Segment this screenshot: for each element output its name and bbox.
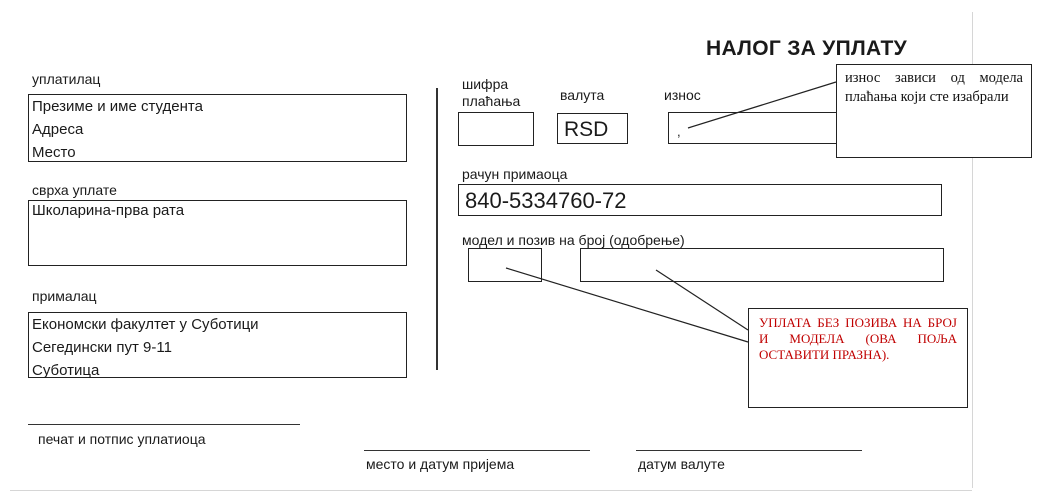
currency-label: валута xyxy=(560,87,605,103)
model-note-leader xyxy=(506,268,748,342)
recipient-line: Економски факултет у Суботици xyxy=(32,316,259,333)
payment-code-label-line: шифра xyxy=(462,76,509,92)
reference-note-leader xyxy=(656,270,748,330)
form-title: НАЛОГ ЗА УПЛАТУ xyxy=(706,37,907,60)
payer-line: Адреса xyxy=(32,121,84,138)
purpose-label: сврха уплате xyxy=(32,182,117,198)
value-date-label: датум валуте xyxy=(638,456,725,472)
signature-label: печат и потпис уплатиоца xyxy=(38,431,206,447)
recipient-account-field[interactable]: 840-5334760-72 xyxy=(458,184,942,216)
place-date-label: место и датум пријема xyxy=(366,456,515,472)
recipient-line: Сегедински пут 9-11 xyxy=(32,339,172,356)
amount-label: износ xyxy=(664,87,701,103)
amount-note-text: износ зависи од модела плаћања који сте изабрали xyxy=(845,70,1023,105)
payment-code-label-line: плаћања xyxy=(462,93,521,109)
reference-note-text: УПЛАТА БЕЗ ПОЗИВА НА БРОЈ И МОДЕЛА (ОВА ПОЉА ОСТАВИТИ ПРАЗНА). xyxy=(759,315,957,362)
amount-field[interactable]: , xyxy=(668,112,938,144)
recipient-label: прималац xyxy=(32,288,97,304)
purpose-value: Школарина-прва рата xyxy=(32,202,185,219)
model-reference-label: модел и позив на број (одобрење) xyxy=(462,232,685,248)
payer-line: Место xyxy=(32,144,76,161)
payer-line: Презиме и име студента xyxy=(32,98,203,115)
reference-note-callout xyxy=(748,308,968,408)
recipient-account-label: рачун примаоца xyxy=(462,166,568,182)
recipient-line: Суботица xyxy=(32,362,100,379)
currency-field[interactable]: RSD xyxy=(557,113,628,144)
payer-label: уплатилац xyxy=(32,71,101,87)
amount-note-callout xyxy=(836,64,1032,158)
amount-note-leader xyxy=(688,82,836,128)
